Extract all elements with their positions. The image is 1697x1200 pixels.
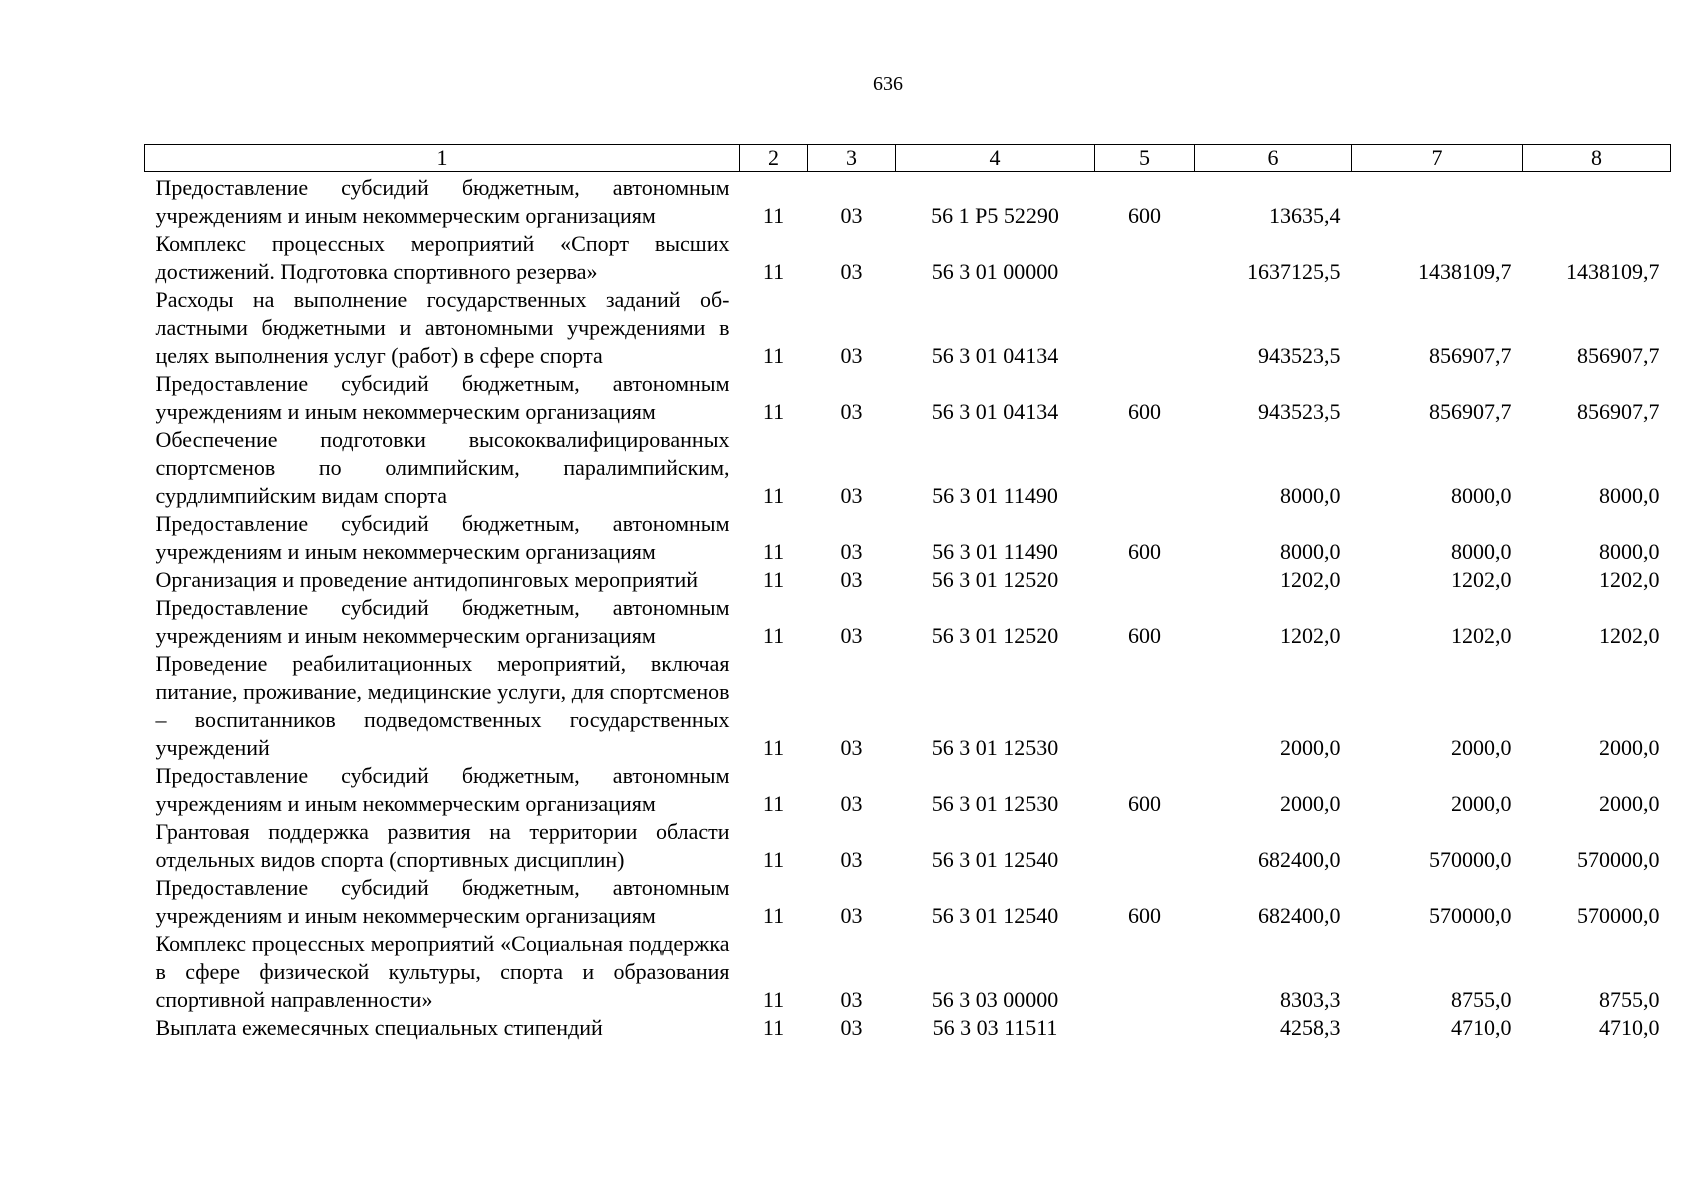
table-row bbox=[145, 874, 1671, 930]
table-row bbox=[145, 818, 1671, 874]
budget-table bbox=[144, 144, 1671, 1042]
row-subsection: 03 bbox=[840, 203, 863, 228]
row-section: 11 bbox=[762, 791, 785, 816]
row-target-code: 56 3 01 04134 bbox=[931, 399, 1059, 424]
row-amount-8: 856907,7 bbox=[1577, 399, 1660, 424]
table-row bbox=[145, 230, 1671, 286]
row-subsection: 03 bbox=[840, 1015, 863, 1040]
row-amount-6: 1202,0 bbox=[1280, 567, 1341, 592]
row-name: Предоставление субсидий бюджетным, автономным учреждениям и иным некоммерческим организациям bbox=[155, 371, 730, 424]
row-name: Грантовая поддержка развития на территории области отдельных видов спорта (спортивных дисциплин) bbox=[155, 819, 730, 872]
row-subsection: 03 bbox=[840, 539, 863, 564]
row-section: 11 bbox=[762, 987, 785, 1012]
row-expense-type bbox=[1095, 930, 1195, 1014]
row-amount-8: 570000,0 bbox=[1577, 903, 1660, 928]
row-amount-8: 1438109,7 bbox=[1566, 259, 1660, 284]
row-section: 11 bbox=[762, 1015, 785, 1040]
row-subsection: 03 bbox=[840, 483, 863, 508]
row-amount-8: 8000,0 bbox=[1599, 483, 1660, 508]
row-amount-6: 8303,3 bbox=[1280, 987, 1341, 1012]
row-amount-6: 1202,0 bbox=[1280, 623, 1341, 648]
row-name: Предоставление субсидий бюджетным, автономным учреждениям и иным некоммерческим организациям bbox=[155, 595, 730, 648]
row-section: 11 bbox=[762, 203, 785, 228]
row-subsection: 03 bbox=[840, 343, 863, 368]
row-section: 11 bbox=[762, 623, 785, 648]
row-amount-6: 1637125,5 bbox=[1247, 259, 1341, 284]
row-section: 11 bbox=[762, 903, 785, 928]
row-expense-type bbox=[1095, 230, 1195, 286]
row-amount-8: 856907,7 bbox=[1577, 343, 1660, 368]
row-subsection: 03 bbox=[840, 567, 863, 592]
row-expense-type: 600 bbox=[1128, 903, 1161, 928]
row-amount-8: 1202,0 bbox=[1599, 567, 1660, 592]
row-subsection: 03 bbox=[840, 791, 863, 816]
row-amount-8: 8000,0 bbox=[1599, 539, 1660, 564]
row-expense-type bbox=[1095, 818, 1195, 874]
row-amount-8: 570000,0 bbox=[1577, 847, 1660, 872]
row-amount-7: 856907,7 bbox=[1429, 399, 1512, 424]
row-amount-7: 8000,0 bbox=[1451, 539, 1512, 564]
row-target-code: 56 3 01 04134 bbox=[931, 343, 1059, 368]
row-amount-7 bbox=[1352, 172, 1523, 231]
row-amount-7: 4710,0 bbox=[1451, 1015, 1512, 1040]
header-cell-8: 8 bbox=[1523, 145, 1671, 172]
row-target-code: 56 3 01 12540 bbox=[931, 903, 1059, 928]
row-name: Проведение реабилитационных мероприятий, включая питание, проживание, медицинские услуги, для спортсменов – воспитанников подведомственных государственных учреждений bbox=[155, 651, 730, 760]
row-subsection: 03 bbox=[840, 903, 863, 928]
row-expense-type: 600 bbox=[1128, 203, 1161, 228]
row-name: Предоставление субсидий бюджетным, автономным учреждениям и иным некоммерческим организациям bbox=[155, 175, 730, 228]
row-section: 11 bbox=[762, 567, 785, 592]
table-row bbox=[145, 650, 1671, 762]
row-expense-type: 600 bbox=[1128, 399, 1161, 424]
row-amount-7: 570000,0 bbox=[1429, 847, 1512, 872]
row-amount-6: 8000,0 bbox=[1280, 483, 1341, 508]
row-section: 11 bbox=[762, 483, 785, 508]
header-cell-1: 1 bbox=[145, 145, 740, 172]
row-target-code: 56 3 03 11511 bbox=[932, 1015, 1058, 1040]
page-number: 636 bbox=[873, 73, 903, 95]
row-subsection: 03 bbox=[840, 987, 863, 1012]
table-row bbox=[145, 510, 1671, 566]
row-name: Обеспечение подготовки высококвалифицированных спортсменов по олимпийским, паралимпийским, сурдлимпийским видам спорта bbox=[155, 427, 730, 508]
row-target-code: 56 3 01 00000 bbox=[931, 259, 1059, 284]
row-expense-type bbox=[1095, 426, 1195, 510]
row-expense-type bbox=[1095, 286, 1195, 370]
table-row bbox=[145, 762, 1671, 818]
table-row bbox=[145, 566, 1671, 594]
row-amount-7: 8755,0 bbox=[1451, 987, 1512, 1012]
row-section: 11 bbox=[762, 539, 785, 564]
header-row bbox=[145, 145, 1671, 172]
table-row bbox=[145, 930, 1671, 1014]
row-amount-8: 4710,0 bbox=[1599, 1015, 1660, 1040]
row-target-code: 56 3 01 12520 bbox=[931, 623, 1059, 648]
row-amount-7: 8000,0 bbox=[1451, 483, 1512, 508]
row-amount-7: 856907,7 bbox=[1429, 343, 1512, 368]
row-amount-7: 1202,0 bbox=[1451, 623, 1512, 648]
row-expense-type: 600 bbox=[1128, 623, 1161, 648]
row-subsection: 03 bbox=[840, 735, 863, 760]
row-amount-6: 4258,3 bbox=[1280, 1015, 1341, 1040]
row-target-code: 56 1 Р5 52290 bbox=[931, 203, 1059, 228]
row-subsection: 03 bbox=[840, 259, 863, 284]
row-amount-6: 8000,0 bbox=[1280, 539, 1341, 564]
row-amount-8: 1202,0 bbox=[1599, 623, 1660, 648]
row-name: Расходы на выполнение государственных заданий областными бюджетными и автономными учреждениями в целях выполнения услуг (работ) в сфере спорта bbox=[155, 287, 730, 368]
row-amount-7: 2000,0 bbox=[1451, 735, 1512, 760]
table-row bbox=[145, 1014, 1671, 1042]
header-cell-7: 7 bbox=[1352, 145, 1523, 172]
row-name: Выплата ежемесячных специальных стипендий bbox=[155, 1015, 603, 1040]
row-target-code: 56 3 01 12530 bbox=[931, 735, 1059, 760]
row-amount-6: 682400,0 bbox=[1258, 903, 1341, 928]
header-cell-4: 4 bbox=[896, 145, 1095, 172]
row-amount-6: 943523,5 bbox=[1258, 399, 1341, 424]
row-expense-type bbox=[1095, 650, 1195, 762]
row-section: 11 bbox=[762, 847, 785, 872]
row-section: 11 bbox=[762, 399, 785, 424]
header-cell-3: 3 bbox=[808, 145, 896, 172]
row-subsection: 03 bbox=[840, 623, 863, 648]
row-expense-type bbox=[1095, 1014, 1195, 1042]
header-cell-5: 5 bbox=[1095, 145, 1195, 172]
row-name: Предоставление субсидий бюджетным, автономным учреждениям и иным некоммерческим организациям bbox=[155, 875, 730, 928]
table-row bbox=[145, 594, 1671, 650]
row-target-code: 56 3 01 11490 bbox=[932, 483, 1058, 508]
row-name: Организация и проведение антидопинговых мероприятий bbox=[155, 567, 698, 592]
header-cell-6: 6 bbox=[1195, 145, 1352, 172]
row-section: 11 bbox=[762, 735, 785, 760]
row-target-code: 56 3 01 12540 bbox=[931, 847, 1059, 872]
row-target-code: 56 3 01 12530 bbox=[931, 791, 1059, 816]
row-expense-type: 600 bbox=[1128, 791, 1161, 816]
row-amount-8: 8755,0 bbox=[1599, 987, 1660, 1012]
row-amount-6: 13635,4 bbox=[1269, 203, 1341, 228]
row-name: Комплекс процессных мероприятий «Спорт высших достижений. Подготовка спортивного резерва» bbox=[155, 231, 730, 284]
row-amount-6: 682400,0 bbox=[1258, 847, 1341, 872]
table-row bbox=[145, 370, 1671, 426]
row-subsection: 03 bbox=[840, 847, 863, 872]
row-amount-8: 2000,0 bbox=[1599, 791, 1660, 816]
row-amount-7: 2000,0 bbox=[1451, 791, 1512, 816]
table-row bbox=[145, 172, 1671, 231]
header-cell-2: 2 bbox=[740, 145, 808, 172]
table-row bbox=[145, 426, 1671, 510]
row-amount-6: 943523,5 bbox=[1258, 343, 1341, 368]
row-expense-type bbox=[1095, 566, 1195, 594]
row-target-code: 56 3 01 12520 bbox=[931, 567, 1059, 592]
row-name: Предоставление субсидий бюджетным, автономным учреждениям и иным некоммерческим организациям bbox=[155, 763, 730, 816]
row-name: Предоставление субсидий бюджетным, автономным учреждениям и иным некоммерческим организациям bbox=[155, 511, 730, 564]
row-expense-type: 600 bbox=[1128, 539, 1161, 564]
row-amount-7: 1438109,7 bbox=[1418, 259, 1512, 284]
row-amount-6: 2000,0 bbox=[1280, 735, 1341, 760]
row-amount-6: 2000,0 bbox=[1280, 791, 1341, 816]
row-target-code: 56 3 01 11490 bbox=[932, 539, 1058, 564]
row-amount-7: 570000,0 bbox=[1429, 903, 1512, 928]
row-subsection: 03 bbox=[840, 399, 863, 424]
row-target-code: 56 3 03 00000 bbox=[931, 987, 1059, 1012]
row-amount-7: 1202,0 bbox=[1451, 567, 1512, 592]
row-amount-8 bbox=[1523, 172, 1671, 231]
row-amount-8: 2000,0 bbox=[1599, 735, 1660, 760]
row-name: Комплекс процессных мероприятий «Социальная поддержка в сфере физической культуры, спорта и образования спортивной направленности» bbox=[155, 931, 730, 1012]
row-section: 11 bbox=[762, 343, 785, 368]
row-section: 11 bbox=[762, 259, 785, 284]
table-row bbox=[145, 286, 1671, 370]
